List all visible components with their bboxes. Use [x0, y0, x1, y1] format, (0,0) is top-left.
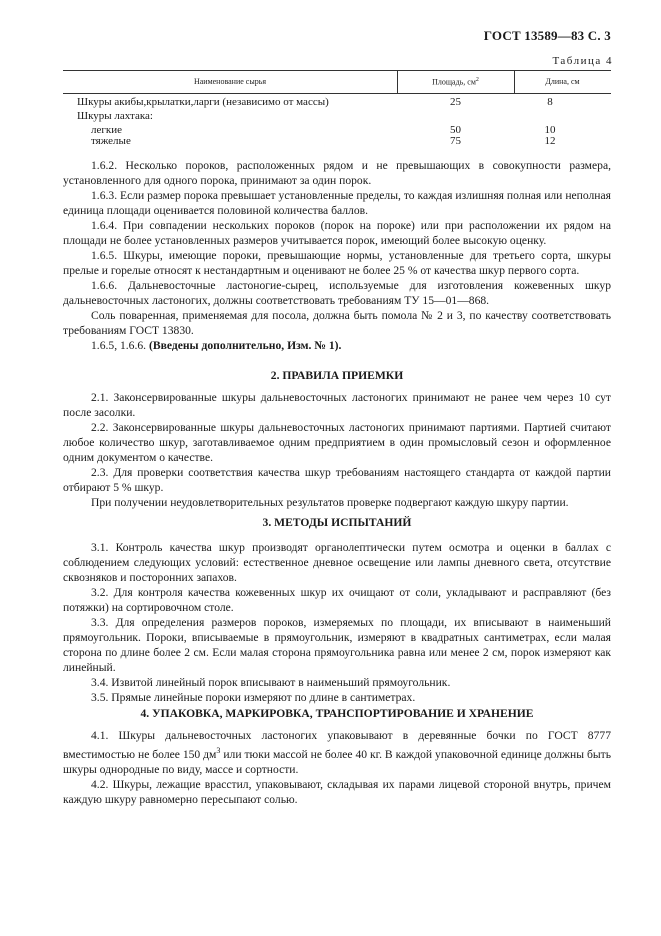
- table-cell-area: 50: [450, 124, 461, 136]
- paragraph: Соль поваренная, применяемая для посола, должна быть помола № 2 и 3, по качеству соответствовать требованиям ГОСТ 13830.: [63, 309, 611, 337]
- section-3-heading: 3. МЕТОДЫ ИСПЫТАНИЙ: [262, 516, 412, 529]
- section-4-heading: 4. УПАКОВКА, МАРКИРОВКА, ТРАНСПОРТИРОВАНИЕ И ХРАНЕНИЕ: [140, 707, 534, 720]
- paragraph: 4.1. Шкуры дальневосточных ластоногих упаковывают в деревянные бочки по ГОСТ 8777 вместимостью не более 150 $дм^3$ или тюки массой не более 40 кг. В каждой упаковочной единице должны быть шкуры однородные по виду, массе и сортности.: [63, 729, 611, 776]
- paragraph: 1.6.2. Несколько пороков, расположенных рядом и не превышающих в совокупности размера, установленного для одного порока, принимают за один порок.: [63, 159, 611, 187]
- table-cell-name: Шкуры акибы,крылатки,ларги (независимо от массы): [77, 96, 329, 108]
- paragraph: 1.6.3. Если размер порока превышает установленные пределы, то каждая излишняя полная или неполная единица площади оценивается половиной количества баллов.: [63, 189, 611, 217]
- paragraph: 3.5. Прямые линейные пороки измеряют по длине в сантиметрах.: [91, 691, 416, 704]
- paragraph: 3.2. Для контроля качества кожевенных шкур их очищают от соли, укладывают и расправляют (без потяжки) на сортировочном столе.: [63, 586, 611, 614]
- paragraph: 3.3. Для определения размеров пороков, измеряемых по площади, их вписывают в наименьший прямоугольник. Пороки, вписываемые в прямоугольник, измеряют в квадратных сантиметрах, если малая сторона по длине более 2 см. Если малая сторона прямоугольника равна или менее 2 см, порок измеряют как линейный.: [63, 616, 611, 674]
- page-header: ГОСТ 13589—83 С. 3: [483, 28, 611, 43]
- table-cell-area: 25: [450, 96, 461, 108]
- paragraph: 1.6.4. При совпадении нескольких пороков (порок на пороке) или при расположении их рядом на площади не более установленных размеров учитывается порок, имеющий более высокую оценку.: [63, 219, 611, 247]
- table-caption: Таблица 4: [552, 55, 613, 67]
- table-header-name: Наименование сырья: [193, 77, 267, 86]
- section-2-text: [63, 390, 611, 510]
- table-top-rule: [63, 70, 611, 71]
- table-cell-length: 12: [544, 135, 556, 147]
- paragraph: 2.1. Законсервированные шкуры дальневосточных ластоногих принимают не ранее чем через 10 сут после засолки.: [63, 391, 611, 419]
- paragraph: 3.1. Контроль качества шкур производят органолептически путем осмотра и оценки в баллах с соблюдением следующих условий: естественное дневное освещение или лампы дневного света, отсутствие сквозняков и посторонних запахов.: [63, 541, 611, 584]
- table-header-length: Длина, см: [545, 77, 580, 86]
- paragraph: 1.6.6. Дальневосточные ластоногие-сырец, используемые для изготовления кожевенных шкур дальневосточных ластоногих, должны соответствовать требованиям ТУ 15—01—868.: [63, 279, 611, 307]
- section-3-text: [63, 540, 611, 705]
- table-cell-area: 75: [450, 135, 461, 147]
- table-cell-length: 10: [544, 124, 556, 136]
- paragraph: 2.2. Законсервированные шкуры дальневосточных ластоногих принимают партиями. Партией считают любое количество шкур, заготавливаемое одним предприятием в один промысловый сезон и оформленное одним документом о качестве.: [63, 421, 611, 464]
- section-1-text: [63, 158, 611, 353]
- table-header-rule: [63, 93, 611, 94]
- amendment-note: 1.6.5, 1.6.6. (Введены дополнительно, Изм. № 1).: [91, 339, 342, 352]
- table-cell-name: легкие: [91, 124, 122, 136]
- table-cell-name: Шкуры лахтака:: [77, 110, 153, 122]
- section-2-heading: 2. ПРАВИЛА ПРИЕМКИ: [270, 369, 404, 382]
- paragraph: При получении неудовлетворительных результатов проверке подвергают каждую шкуру партии.: [91, 496, 569, 509]
- paragraph: 1.6.5. Шкуры, имеющие пороки, превышающие нормы, установленные для третьего сорта, шкуры прелые и горелые относят к нестандартным и оценивают не более 25 % от качества шкур первого сорта.: [63, 249, 611, 277]
- table-header-area: Площадь, $см^2$: [432, 77, 479, 87]
- section-4-text: [63, 728, 611, 807]
- paragraph: 3.4. Извитой линейный порок вписывают в наименьший прямоугольник.: [91, 676, 451, 689]
- table-cell-name: тяжелые: [91, 135, 131, 147]
- table-cell-length: 8: [547, 96, 553, 108]
- paragraph: 2.3. Для проверки соответствия качества шкур требованиям настоящего стандарта от каждой партии отбирают 5 % шкур.: [63, 466, 611, 494]
- paragraph: 4.2. Шкуры, лежащие врасстил, упаковывают, складывая их парами лицевой стороной внутрь, причем каждую шкуру равномерно пересыпают солью.: [63, 777, 611, 806]
